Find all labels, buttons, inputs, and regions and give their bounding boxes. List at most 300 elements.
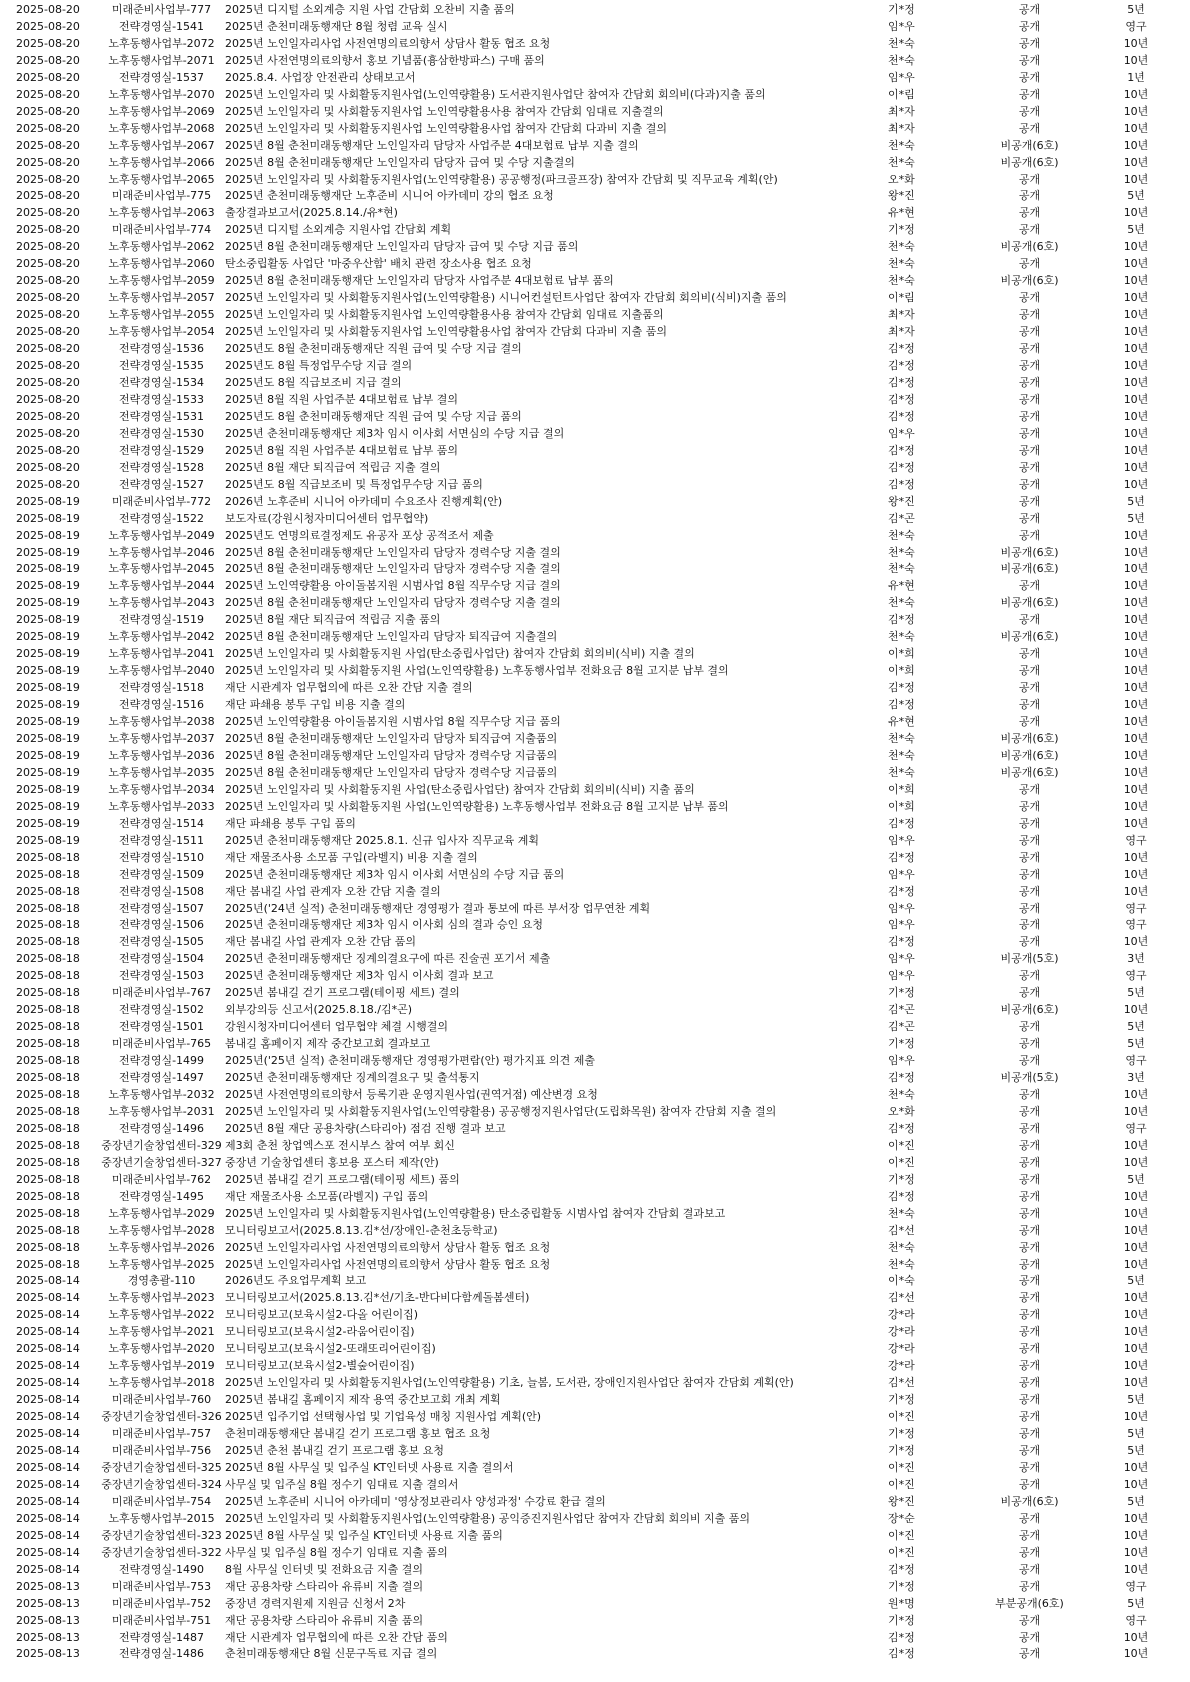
record-disclosure: 공개 bbox=[1018, 681, 1041, 695]
record-author: 이*숙 bbox=[888, 1274, 915, 1288]
record-retention: 10년 bbox=[1123, 409, 1149, 423]
record-date: 2025-08-18 bbox=[16, 952, 80, 966]
record-title: 2025년 디지털 소외계층 지원사업 간담회 계획 bbox=[225, 223, 452, 237]
record-author: 임*우 bbox=[888, 70, 915, 84]
record-retention: 3년 bbox=[1127, 1071, 1145, 1085]
record-disclosure: 공개 bbox=[1018, 443, 1041, 457]
record-disclosure: 공개 bbox=[1018, 1511, 1041, 1525]
record-disclosure: 공개 bbox=[1018, 1359, 1041, 1373]
record-date: 2025-08-19 bbox=[16, 545, 80, 559]
table-row bbox=[0, 70, 1190, 87]
table-row bbox=[0, 1138, 1190, 1155]
record-title: 2025년도 연명의료결정제도 유공자 포상 공적조서 제출 bbox=[225, 528, 494, 542]
record-author: 최*자 bbox=[888, 121, 915, 135]
record-number: 전략경영실-1504 bbox=[118, 952, 205, 966]
record-retention: 5년 bbox=[1127, 1444, 1145, 1458]
record-retention: 10년 bbox=[1123, 1206, 1149, 1220]
record-retention: 10년 bbox=[1123, 1511, 1149, 1525]
record-title: 2025년 노인일자리 및 사회활동지원사업(노인역량활용) 공공행정지원사업단(도립화목원) 참여자 간담회 지출 결의 bbox=[225, 1104, 777, 1118]
record-author: 기*정 bbox=[888, 1393, 915, 1407]
record-author: 천*숙 bbox=[888, 765, 915, 779]
record-number: 전략경영실-1499 bbox=[118, 1054, 205, 1068]
record-author: 최*자 bbox=[888, 325, 915, 339]
record-title: 2025년 봄내길 홈페이지 제작 용역 중간보고회 개최 계획 bbox=[225, 1393, 501, 1407]
table-row bbox=[0, 19, 1190, 36]
record-number: 전략경영실-1509 bbox=[118, 867, 205, 881]
record-title: 2025년 노인일자리 및 사회활동지원 사업(노인역량활용) 노후동행사업부 전화요금 8월 고지분 납부 품의 bbox=[225, 799, 729, 813]
record-number: 중장년기술창업센터-324 bbox=[101, 1477, 222, 1491]
record-date: 2025-08-18 bbox=[16, 1172, 80, 1186]
record-retention: 10년 bbox=[1123, 816, 1149, 830]
record-disclosure: 공개 bbox=[1018, 1291, 1041, 1305]
record-number: 노후동행사업부-2055 bbox=[108, 308, 215, 322]
record-retention: 10년 bbox=[1123, 528, 1149, 542]
record-date: 2025-08-19 bbox=[16, 494, 80, 508]
record-disclosure: 공개 bbox=[1018, 511, 1041, 525]
table-row bbox=[0, 782, 1190, 799]
table-row bbox=[0, 409, 1190, 426]
record-disclosure: 공개 bbox=[1018, 87, 1041, 101]
table-row bbox=[0, 545, 1190, 562]
record-retention: 10년 bbox=[1123, 1342, 1149, 1356]
record-disclosure: 비공개(6호) bbox=[1000, 274, 1059, 288]
register-body bbox=[0, 2, 1190, 1663]
record-retention: 10년 bbox=[1123, 1545, 1149, 1559]
table-row bbox=[0, 1087, 1190, 1104]
record-title: 봄내길 홈페이지 제작 중간보고회 결과보고 bbox=[225, 1037, 431, 1051]
record-retention: 10년 bbox=[1123, 1223, 1149, 1237]
record-disclosure: 공개 bbox=[1018, 1206, 1041, 1220]
record-disclosure: 공개 bbox=[1018, 375, 1041, 389]
table-row bbox=[0, 2, 1190, 19]
record-title: 2025년 춘천미래동행재단 노후준비 시니어 아카데미 강의 협조 요청 bbox=[225, 189, 554, 203]
record-retention: 5년 bbox=[1127, 1274, 1145, 1288]
record-number: 노후동행사업부-2040 bbox=[108, 664, 215, 678]
record-retention: 10년 bbox=[1123, 613, 1149, 627]
record-title: 춘천미래동행재단 봄내길 걷기 프로그램 홍보 협조 요청 bbox=[225, 1427, 491, 1441]
record-number: 노후동행사업부-2036 bbox=[108, 748, 215, 762]
record-number: 노후동행사업부-2066 bbox=[108, 155, 215, 169]
record-date: 2025-08-14 bbox=[16, 1342, 80, 1356]
record-disclosure: 공개 bbox=[1018, 172, 1041, 186]
table-row bbox=[0, 1562, 1190, 1579]
record-title: 2025년 춘천미래동행재단 제3차 임시 이사회 결과 보고 bbox=[225, 969, 494, 983]
record-title: 2025년 사전연명의료의향서 홍보 기념품(흉삼한방파스) 구매 품의 bbox=[225, 53, 545, 67]
record-date: 2025-08-14 bbox=[16, 1308, 80, 1322]
record-disclosure: 공개 bbox=[1018, 53, 1041, 67]
table-row bbox=[0, 1172, 1190, 1189]
record-date: 2025-08-18 bbox=[16, 1206, 80, 1220]
record-disclosure: 공개 bbox=[1018, 1308, 1041, 1322]
record-disclosure: 비공개(6호) bbox=[1000, 765, 1059, 779]
record-author: 천*숙 bbox=[888, 1257, 915, 1271]
record-author: 천*숙 bbox=[888, 240, 915, 254]
record-number: 전략경영실-1508 bbox=[118, 884, 205, 898]
record-author: 천*숙 bbox=[888, 630, 915, 644]
record-retention: 10년 bbox=[1123, 1562, 1149, 1576]
record-number: 미래준비사업부-777 bbox=[111, 3, 212, 16]
record-title: 2026년 노후준비 시니어 아카데미 수요조사 진행계획(안) bbox=[225, 494, 503, 508]
record-retention: 10년 bbox=[1123, 765, 1149, 779]
record-author: 김*정 bbox=[888, 1630, 915, 1644]
record-date: 2025-08-19 bbox=[16, 613, 80, 627]
record-date: 2025-08-19 bbox=[16, 765, 80, 779]
record-disclosure: 공개 bbox=[1018, 3, 1041, 16]
record-title: 2025년 8월 춘천미래동행재단 노인일자리 담당자 경력수당 지출 결의 bbox=[225, 596, 561, 610]
record-title: 외부강의등 신고서(2025.8.18./김*곤) bbox=[225, 1003, 413, 1017]
record-disclosure: 공개 bbox=[1018, 1427, 1041, 1441]
record-author: 임*우 bbox=[888, 867, 915, 881]
record-number: 미래준비사업부-767 bbox=[111, 986, 212, 1000]
record-date: 2025-08-20 bbox=[16, 409, 80, 423]
table-row bbox=[0, 578, 1190, 595]
record-author: 김*정 bbox=[888, 409, 915, 423]
record-title: 2025년 노인일자리 및 사회활동지원사업(노인역량활용) 공익증진지원사업단 참여자 간담회 회의비 지출 품의 bbox=[225, 1511, 750, 1525]
record-author: 천*숙 bbox=[888, 274, 915, 288]
record-disclosure: 공개 bbox=[1018, 1020, 1041, 1034]
record-retention: 5년 bbox=[1127, 1037, 1145, 1051]
record-author: 천*숙 bbox=[888, 596, 915, 610]
table-row bbox=[0, 239, 1190, 256]
record-date: 2025-08-20 bbox=[16, 87, 80, 101]
record-number: 전략경영실-1528 bbox=[118, 460, 205, 474]
record-author: 오*화 bbox=[888, 1104, 915, 1118]
record-number: 경영총괄-110 bbox=[127, 1274, 196, 1288]
record-date: 2025-08-18 bbox=[16, 901, 80, 915]
record-title: 2025년 노인일자리 및 사회활동지원사업 노인역량활용사용 참여자 간담회 임대료 지출결의 bbox=[225, 104, 664, 118]
record-date: 2025-08-13 bbox=[16, 1647, 80, 1661]
record-date: 2025-08-18 bbox=[16, 1223, 80, 1237]
record-retention: 10년 bbox=[1123, 935, 1149, 949]
record-number: 중장년기술창업센터-322 bbox=[101, 1545, 222, 1559]
record-title: 재단 공용차량 스타리아 유류비 지출 품의 bbox=[225, 1613, 424, 1627]
record-number: 전략경영실-1522 bbox=[118, 511, 205, 525]
table-row bbox=[0, 1443, 1190, 1460]
record-author: 김*선 bbox=[888, 1376, 915, 1390]
record-disclosure: 공개 bbox=[1018, 986, 1041, 1000]
record-title: 2025년 노인일자리사업 사전연명의료의향서 상담사 활동 협조 요청 bbox=[225, 36, 551, 50]
record-number: 노후동행사업부-2029 bbox=[108, 1206, 215, 1220]
record-retention: 10년 bbox=[1123, 782, 1149, 796]
record-date: 2025-08-13 bbox=[16, 1596, 80, 1610]
record-author: 임*우 bbox=[888, 918, 915, 932]
table-row bbox=[0, 1358, 1190, 1375]
record-retention: 10년 bbox=[1123, 1477, 1149, 1491]
record-number: 전략경영실-1535 bbox=[118, 359, 205, 373]
record-disclosure: 공개 bbox=[1018, 918, 1041, 932]
record-number: 전략경영실-1487 bbox=[118, 1630, 205, 1644]
record-date: 2025-08-18 bbox=[16, 969, 80, 983]
table-row bbox=[0, 1426, 1190, 1443]
record-date: 2025-08-20 bbox=[16, 257, 80, 271]
record-disclosure: 공개 bbox=[1018, 528, 1041, 542]
record-retention: 1년 bbox=[1127, 70, 1145, 84]
table-row bbox=[0, 1511, 1190, 1528]
record-date: 2025-08-14 bbox=[16, 1427, 80, 1441]
table-row bbox=[0, 341, 1190, 358]
record-title: 2025년 춘천미래동행재단 8월 청렴 교육 실시 bbox=[225, 19, 448, 33]
record-author: 김*정 bbox=[888, 884, 915, 898]
record-title: 2025년 노인역량활용 아이돌봄지원 시범사업 8월 직무수당 지급 품의 bbox=[225, 715, 561, 729]
record-date: 2025-08-20 bbox=[16, 172, 80, 186]
record-disclosure: 공개 bbox=[1018, 1342, 1041, 1356]
table-row bbox=[0, 172, 1190, 189]
record-disclosure: 공개 bbox=[1018, 1121, 1041, 1135]
record-number: 미래준비사업부-760 bbox=[111, 1393, 212, 1407]
record-number: 노후동행사업부-2063 bbox=[108, 206, 215, 220]
record-title: 2025년 노인일자리 및 사회활동지원사업(노인역량활용) 탄소중립활동 시범사업 참여자 간담회 결과보고 bbox=[225, 1206, 726, 1220]
record-number: 미래준비사업부-753 bbox=[111, 1579, 212, 1593]
record-retention: 5년 bbox=[1127, 3, 1145, 16]
record-date: 2025-08-19 bbox=[16, 511, 80, 525]
record-disclosure: 공개 bbox=[1018, 1528, 1041, 1542]
record-retention: 5년 bbox=[1127, 223, 1145, 237]
record-date: 2025-08-18 bbox=[16, 884, 80, 898]
record-date: 2025-08-18 bbox=[16, 986, 80, 1000]
record-retention: 10년 bbox=[1123, 1528, 1149, 1542]
record-retention: 10년 bbox=[1123, 104, 1149, 118]
record-date: 2025-08-19 bbox=[16, 816, 80, 830]
record-disclosure: 공개 bbox=[1018, 104, 1041, 118]
record-author: 기*정 bbox=[888, 1037, 915, 1051]
record-retention: 5년 bbox=[1127, 511, 1145, 525]
record-number: 노후동행사업부-2059 bbox=[108, 274, 215, 288]
record-author: 왕*진 bbox=[888, 1494, 915, 1508]
record-number: 미래준비사업부-756 bbox=[111, 1444, 212, 1458]
record-author: 이*림 bbox=[888, 291, 915, 305]
record-disclosure: 공개 bbox=[1018, 698, 1041, 712]
record-author: 김*정 bbox=[888, 681, 915, 695]
record-author: 이*희 bbox=[888, 664, 915, 678]
record-number: 미래준비사업부-751 bbox=[111, 1613, 212, 1627]
record-number: 노후동행사업부-2069 bbox=[108, 104, 215, 118]
record-date: 2025-08-19 bbox=[16, 562, 80, 576]
table-row bbox=[0, 307, 1190, 324]
record-author: 김*곤 bbox=[888, 1020, 915, 1034]
record-author: 천*숙 bbox=[888, 53, 915, 67]
record-date: 2025-08-19 bbox=[16, 647, 80, 661]
record-number: 노후동행사업부-2023 bbox=[108, 1291, 215, 1305]
record-author: 천*숙 bbox=[888, 138, 915, 152]
table-row bbox=[0, 968, 1190, 985]
table-row bbox=[0, 1477, 1190, 1494]
record-number: 중장년기술창업센터-325 bbox=[101, 1460, 222, 1474]
record-author: 천*숙 bbox=[888, 1206, 915, 1220]
record-author: 임*우 bbox=[888, 1054, 915, 1068]
record-title: 2025년 8월 직원 사업주분 4대보험료 납부 결의 bbox=[225, 392, 458, 406]
record-title: 2025년 노인일자리 및 사회활동지원사업(노인역량활용) 도서관지원사업단 참여자 간담회 회의비(다과)지출 품의 bbox=[225, 87, 766, 101]
record-number: 중장년기술창업센터-329 bbox=[101, 1138, 222, 1152]
record-number: 노후동행사업부-2035 bbox=[108, 765, 215, 779]
record-number: 전략경영실-1536 bbox=[118, 342, 205, 356]
record-title: 2025년 8월 춘천미래동행재단 노인일자리 담당자 사업주분 4대보험료 납부 지출 결의 bbox=[225, 138, 639, 152]
table-row bbox=[0, 1104, 1190, 1121]
record-title: 2025년 노인일자리 및 사회활동지원사업 노인역량활용사업 참여자 간담회 다과비 지출 품의 bbox=[225, 325, 667, 339]
record-date: 2025-08-14 bbox=[16, 1410, 80, 1424]
record-number: 전략경영실-1496 bbox=[118, 1121, 205, 1135]
record-title: 2025년 노인역량활용 아이돌봄지원 시범사업 8월 직무수당 지급 결의 bbox=[225, 579, 561, 593]
record-title: 사무실 및 입주실 8월 정수기 임대료 지출 품의 bbox=[225, 1545, 448, 1559]
record-number: 미래준비사업부-772 bbox=[111, 494, 212, 508]
table-row bbox=[0, 477, 1190, 494]
record-date: 2025-08-20 bbox=[16, 155, 80, 169]
record-date: 2025-08-20 bbox=[16, 189, 80, 203]
record-date: 2025-08-20 bbox=[16, 426, 80, 440]
record-title: 재단 시관계자 업무협의에 따른 오찬 간담 품의 bbox=[225, 1630, 448, 1644]
record-title: 재단 파쇄용 봉투 구입 품의 bbox=[225, 816, 356, 830]
record-date: 2025-08-19 bbox=[16, 664, 80, 678]
record-retention: 10년 bbox=[1123, 748, 1149, 762]
record-retention: 10년 bbox=[1123, 1308, 1149, 1322]
record-date: 2025-08-14 bbox=[16, 1444, 80, 1458]
record-title: 중장년 경력지원제 지원금 신청서 2차 bbox=[225, 1596, 406, 1610]
record-retention: 영구 bbox=[1125, 1613, 1147, 1627]
record-author: 강*라 bbox=[888, 1325, 915, 1339]
record-author: 왕*진 bbox=[888, 494, 915, 508]
record-number: 전략경영실-1506 bbox=[118, 918, 205, 932]
record-disclosure: 공개 bbox=[1018, 36, 1041, 50]
record-date: 2025-08-20 bbox=[16, 138, 80, 152]
record-title: 2025년 춘천미래동행재단 징계의결요구 및 출석통지 bbox=[225, 1071, 480, 1085]
record-author: 임*우 bbox=[888, 19, 915, 33]
record-retention: 10년 bbox=[1123, 647, 1149, 661]
record-title: 2025년 노인일자리 및 사회활동지원사업(노인역량활용) 공공행정(파크골프장) 참여자 간담회 및 직무교육 계획(안) bbox=[225, 172, 778, 186]
record-number: 전략경영실-1527 bbox=[118, 477, 205, 491]
table-row bbox=[0, 256, 1190, 273]
record-date: 2025-08-13 bbox=[16, 1579, 80, 1593]
record-title: 2025년 8월 사무실 및 입주실 KT인터넷 사용료 지출 품의 bbox=[225, 1528, 503, 1542]
record-title: 2025년 노인일자리 및 사회활동지원 사업(탄소중립사업단) 참여자 간담회 회의비(식비) 지출 결의 bbox=[225, 647, 695, 661]
record-author: 이*진 bbox=[888, 1460, 915, 1474]
record-author: 김*정 bbox=[888, 443, 915, 457]
record-date: 2025-08-19 bbox=[16, 833, 80, 847]
record-number: 전략경영실-1501 bbox=[118, 1020, 205, 1034]
record-number: 노후동행사업부-2020 bbox=[108, 1342, 215, 1356]
record-retention: 5년 bbox=[1127, 494, 1145, 508]
record-number: 노후동행사업부-2021 bbox=[108, 1325, 215, 1339]
table-row bbox=[0, 1206, 1190, 1223]
record-title: 2025년 8월 재단 퇴직급여 적립금 지출 결의 bbox=[225, 460, 441, 474]
record-title: 모니터링보고서(2025.8.13.김*선/장애인-춘천초등학교) bbox=[225, 1223, 498, 1237]
record-number: 노후동행사업부-2057 bbox=[108, 291, 215, 305]
record-number: 노후동행사업부-2033 bbox=[108, 799, 215, 813]
record-title: 재단 봄내길 사업 관계자 오찬 간담 지출 결의 bbox=[225, 884, 441, 898]
table-row bbox=[0, 1121, 1190, 1138]
record-date: 2025-08-18 bbox=[16, 1121, 80, 1135]
record-title: 2025년 사전연명의료의향서 등록기관 운영지원사업(권역거점) 예산변경 요청 bbox=[225, 1088, 598, 1101]
record-retention: 10년 bbox=[1123, 1155, 1149, 1169]
record-retention: 10년 bbox=[1123, 1189, 1149, 1203]
record-disclosure: 공개 bbox=[1018, 1037, 1041, 1051]
table-row bbox=[0, 629, 1190, 646]
record-disclosure: 공개 bbox=[1018, 1274, 1041, 1288]
record-author: 김*정 bbox=[888, 698, 915, 712]
table-row bbox=[0, 1613, 1190, 1630]
record-author: 임*우 bbox=[888, 901, 915, 915]
record-number: 전략경영실-1505 bbox=[118, 935, 205, 949]
record-retention: 10년 bbox=[1123, 206, 1149, 220]
table-row bbox=[0, 731, 1190, 748]
record-title: 2025년도 8월 춘천미래동행재단 직원 급여 및 수당 지급 품의 bbox=[225, 409, 522, 423]
table-row bbox=[0, 595, 1190, 612]
record-retention: 10년 bbox=[1123, 53, 1149, 67]
table-row bbox=[0, 1494, 1190, 1511]
record-number: 전략경영실-1530 bbox=[118, 426, 205, 440]
record-retention: 10년 bbox=[1123, 87, 1149, 101]
record-date: 2025-08-18 bbox=[16, 1104, 80, 1118]
table-row bbox=[0, 850, 1190, 867]
record-author: 김*곤 bbox=[888, 1003, 915, 1017]
record-title: 2025년도 8월 직급보조비 지급 결의 bbox=[225, 375, 402, 389]
record-author: 천*숙 bbox=[888, 545, 915, 559]
record-author: 유*현 bbox=[888, 579, 915, 593]
table-row bbox=[0, 748, 1190, 765]
record-title: 2025년 8월 춘천미래동행재단 노인일자리 담당자 경력수당 지출 결의 bbox=[225, 545, 561, 559]
record-title: 2025년도 8월 춘천미래동행재단 직원 급여 및 수당 지급 결의 bbox=[225, 342, 522, 356]
table-row bbox=[0, 1579, 1190, 1596]
record-retention: 영구 bbox=[1125, 1579, 1147, 1593]
record-author: 이*희 bbox=[888, 799, 915, 813]
record-date: 2025-08-18 bbox=[16, 1088, 80, 1101]
record-author: 강*라 bbox=[888, 1359, 915, 1373]
record-number: 미래준비사업부-775 bbox=[111, 189, 212, 203]
record-disclosure: 공개 bbox=[1018, 291, 1041, 305]
record-author: 김*정 bbox=[888, 1647, 915, 1661]
table-row bbox=[0, 1545, 1190, 1562]
table-row bbox=[0, 138, 1190, 155]
record-title: 2025년 봄내길 걷기 프로그램(테이핑 세트) 품의 bbox=[225, 1172, 460, 1186]
record-disclosure: 공개 bbox=[1018, 70, 1041, 84]
table-row bbox=[0, 799, 1190, 816]
record-number: 전략경영실-1495 bbox=[118, 1189, 205, 1203]
table-row bbox=[0, 53, 1190, 70]
record-title: 2025년 8월 직원 사업주분 4대보험료 납부 품의 bbox=[225, 443, 458, 457]
record-title: 2025년 8월 춘천미래동행재단 노인일자리 담당자 퇴직급여 지출결의 bbox=[225, 630, 558, 644]
record-date: 2025-08-18 bbox=[16, 1020, 80, 1034]
record-disclosure: 부분공개(6호) bbox=[995, 1596, 1064, 1610]
record-date: 2025-08-18 bbox=[16, 1257, 80, 1271]
record-retention: 10년 bbox=[1123, 342, 1149, 356]
record-author: 김*정 bbox=[888, 477, 915, 491]
table-row bbox=[0, 1528, 1190, 1545]
record-disclosure: 공개 bbox=[1018, 494, 1041, 508]
record-author: 김*정 bbox=[888, 375, 915, 389]
record-disclosure: 공개 bbox=[1018, 359, 1041, 373]
record-retention: 10년 bbox=[1123, 562, 1149, 576]
record-author: 이*희 bbox=[888, 647, 915, 661]
record-retention: 10년 bbox=[1123, 1291, 1149, 1305]
record-title: 2025년 춘천미래동행재단 제3차 임시 이사회 심의 결과 승인 요청 bbox=[225, 918, 543, 932]
record-retention: 10년 bbox=[1123, 443, 1149, 457]
table-row bbox=[0, 443, 1190, 460]
record-retention: 영구 bbox=[1125, 969, 1147, 983]
record-disclosure: 공개 bbox=[1018, 1155, 1041, 1169]
record-date: 2025-08-18 bbox=[16, 1240, 80, 1254]
record-title: 2025년 노인일자리사업 사전연명의료의향서 상담사 활동 협조 요청 bbox=[225, 1257, 551, 1271]
record-date: 2025-08-20 bbox=[16, 359, 80, 373]
record-disclosure: 공개 bbox=[1018, 935, 1041, 949]
table-row bbox=[0, 528, 1190, 545]
record-author: 천*숙 bbox=[888, 731, 915, 745]
record-title: 2025년 노인일자리 및 사회활동지원 사업(노인역량활용) 노후동행사업부 전화요금 8월 고지분 납부 결의 bbox=[225, 664, 729, 678]
record-title: 2025년 8월 춘천미래동행재단 노인일자리 담당자 경력수당 지급품의 bbox=[225, 748, 558, 762]
table-row bbox=[0, 985, 1190, 1002]
record-retention: 10년 bbox=[1123, 1104, 1149, 1118]
record-title: 2025년('25년 실적) 춘천미래동행재단 경영평가편람(안) 평가지표 의견 제출 bbox=[225, 1054, 596, 1068]
record-disclosure: 비공개(6호) bbox=[1000, 138, 1059, 152]
record-disclosure: 비공개(6호) bbox=[1000, 562, 1059, 576]
record-retention: 10년 bbox=[1123, 36, 1149, 50]
